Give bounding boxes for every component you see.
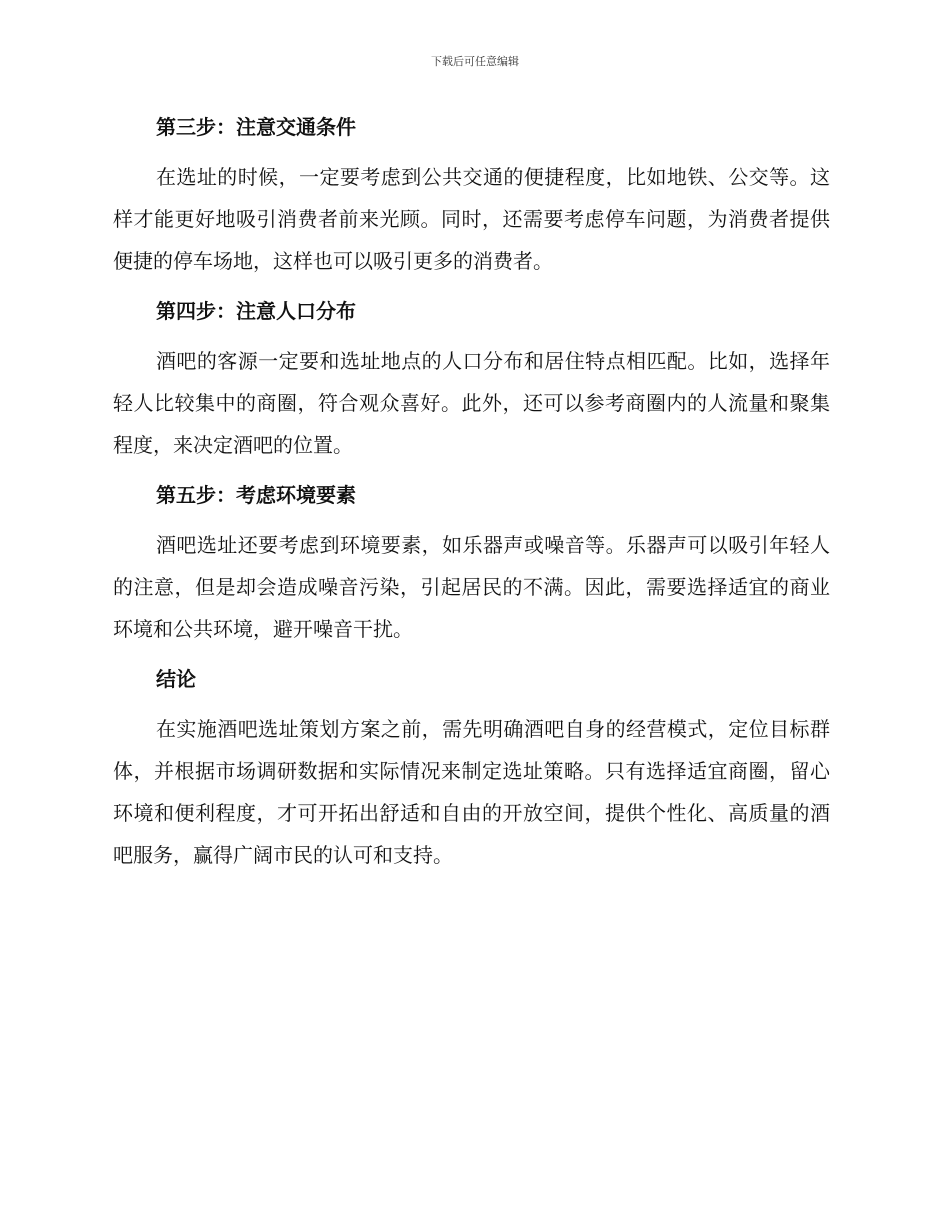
section-paragraph: 在选址的时候，一定要考虑到公共交通的便捷程度，比如地铁、公交等。这样才能更好地吸引消费者前来光顾。同时，还需要考虑停车问题，为消费者提供便捷的停车场地，这样也可以吸引更多的消费者。: [113, 165, 830, 273]
section-paragraph: 在实施酒吧选址策划方案之前，需先明确酒吧自身的经营模式，定位目标群体，并根据市场调研数据和实际情况来制定选址策略。只有选择适宜商圈，留心环境和便利程度，才可开拓出舒适和自由的开放空间，提供个性化、高质量的酒吧服务，赢得广阔市民的认可和支持。: [113, 717, 830, 867]
section-heading: 第五步：考虑环境要素: [156, 483, 356, 507]
document-body: [113, 110, 830, 888]
section-heading: 第三步：注意交通条件: [156, 115, 356, 139]
section-population: [113, 294, 830, 466]
section-transport: [113, 110, 830, 282]
page-header: 下载后可任意编辑: [431, 55, 519, 68]
section-heading: 第四步：注意人口分布: [156, 299, 356, 323]
section-paragraph: 酒吧的客源一定要和选址地点的人口分布和居住特点相匹配。比如，选择年轻人比较集中的商圈，符合观众喜好。此外，还可以参考商圈内的人流量和聚集程度，来决定酒吧的位置。: [113, 349, 830, 457]
section-paragraph: 酒吧选址还要考虑到环境要素，如乐器声或噪音等。乐器声可以吸引年轻人的注意，但是却会造成噪音污染，引起居民的不满。因此，需要选择适宜的商业环境和公共环境，避开噪音干扰。: [113, 533, 830, 641]
section-heading: 结论: [156, 667, 196, 691]
section-conclusion: [113, 662, 830, 876]
section-environment: [113, 478, 830, 650]
